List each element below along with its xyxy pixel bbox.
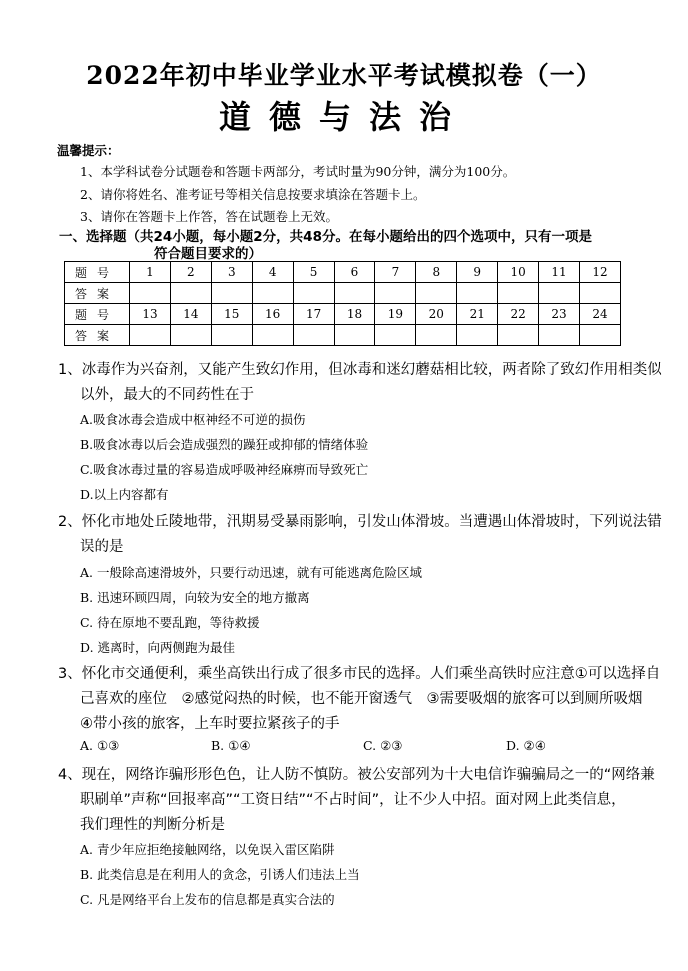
- answer-cell: [416, 283, 457, 304]
- answer-cell: [579, 325, 620, 346]
- question-stem: 职刷单”声称“回报率高”“工资日结”“不占时间”，让不少人中招。面对网上此类信息，: [80, 792, 626, 808]
- q-number: 5: [293, 262, 334, 283]
- q-number: 18: [334, 304, 375, 325]
- question-option: D. ②④: [506, 738, 546, 753]
- answer-cell: [170, 325, 211, 346]
- section-heading-cont: 符合题目要求的）: [154, 246, 262, 262]
- q-number: 23: [539, 304, 580, 325]
- ans-label: 答案: [65, 283, 130, 304]
- q-number: 8: [416, 262, 457, 283]
- q-number: 7: [375, 262, 416, 283]
- answer-cell: [457, 283, 498, 304]
- question-option: C. 凡是网络平台上发布的信息都是真实合法的: [80, 892, 335, 907]
- question-stem: 4、现在，网络诈骗形形色色，让人防不慎防。被公安部列为十大电信诈骗骗局之一的“网络兼: [58, 767, 655, 783]
- section-heading: 一、选择题（共24小题，每小题2分，共48分。在每小题给出的四个选项中，只有一项是: [59, 229, 592, 245]
- table-row: [65, 262, 621, 283]
- q-number: 16: [252, 304, 293, 325]
- q-number: 17: [293, 304, 334, 325]
- question-option: A.吸食冰毒会造成中枢神经不可逆的损伤: [80, 412, 306, 427]
- answer-cell: [334, 325, 375, 346]
- question-option: C. ②③: [363, 738, 403, 753]
- q-number: 21: [457, 304, 498, 325]
- question-stem: 己喜欢的座位 ②感觉闷热的时候，也不能开窗透气 ③需要吸烟的旅客可以到厕所吸烟: [80, 691, 643, 707]
- answer-cell: [293, 325, 334, 346]
- question-option: A. 一般除高速滑坡外，只要行动迅速，就有可能逃离危险区域: [80, 565, 422, 580]
- answer-cell: [498, 283, 539, 304]
- question-option: D. 逃离时，向两侧跑为最佳: [80, 640, 236, 655]
- answer-cell: [252, 325, 293, 346]
- num-label: 题号: [65, 262, 130, 283]
- ans-label: 答案: [65, 325, 130, 346]
- answer-cell: [293, 283, 334, 304]
- tips-heading: 温馨提示：: [57, 143, 120, 158]
- answer-cell: [579, 283, 620, 304]
- q-number: 1: [130, 262, 171, 283]
- question-option: A. ①③: [80, 738, 120, 753]
- answer-cell: [539, 283, 580, 304]
- answer-cell: [539, 325, 580, 346]
- tip-item: 2、请你将姓名、准考证号等相关信息按要求填涂在答题卡上。: [80, 187, 426, 202]
- exam-title: 2022年初中毕业学业水平考试模拟卷（一）: [86, 61, 602, 90]
- q-number: 14: [170, 304, 211, 325]
- answer-cell: [252, 283, 293, 304]
- answer-cell: [211, 283, 252, 304]
- q-number: 3: [211, 262, 252, 283]
- question-option: B. 此类信息是在利用人的贪念，引诱人们违法上当: [80, 867, 360, 882]
- question-stem: 1、冰毒作为兴奋剂，又能产生致幻作用，但冰毒和迷幻蘑菇相比较，两者除了致幻作用相类似: [58, 362, 662, 378]
- q-number: 15: [211, 304, 252, 325]
- answer-cell: [130, 325, 171, 346]
- q-number: 19: [375, 304, 416, 325]
- question-option: B. 迅速环顾四周，向较为安全的地方撤离: [80, 590, 310, 605]
- question-stem: 以外，最大的不同药性在于: [80, 387, 254, 403]
- q-number: 6: [334, 262, 375, 283]
- tip-item: 1、本学科试卷分试题卷和答题卡两部分，考试时量为90分钟，满分为100分。: [80, 164, 516, 179]
- question-option: B.吸食冰毒以后会造成强烈的躁狂或抑郁的情绪体验: [80, 437, 369, 452]
- question-stem: 2、怀化市地处丘陵地带，汛期易受暴雨影响，引发山体滑坡。当遭遇山体滑坡时，下列说法错: [58, 514, 662, 530]
- answer-cell: [170, 283, 211, 304]
- question-stem: 误的是: [80, 539, 124, 555]
- answer-cell: [416, 325, 457, 346]
- question-option: C. 待在原地不要乱跑，等待救援: [80, 615, 260, 630]
- answer-cell: [375, 325, 416, 346]
- question-option: C.吸食冰毒过量的容易造成呼吸神经麻痹而导致死亡: [80, 462, 369, 477]
- table-row: [65, 325, 621, 346]
- subject-title: 道德与法治: [218, 98, 469, 136]
- q-number: 13: [130, 304, 171, 325]
- table-row: [65, 304, 621, 325]
- q-number: 4: [252, 262, 293, 283]
- question-stem: ④带小孩的旅客，上车时要拉紧孩子的手: [80, 716, 340, 732]
- q-number: 2: [170, 262, 211, 283]
- q-number: 9: [457, 262, 498, 283]
- q-number: 12: [579, 262, 620, 283]
- question-stem: 3、怀化市交通便利，乘坐高铁出行成了很多市民的选择。人们乘坐高铁时应注意①可以选择自: [58, 666, 661, 682]
- answer-cell: [211, 325, 252, 346]
- answer-cell: [375, 283, 416, 304]
- table-row: [65, 283, 621, 304]
- answer-cell: [334, 283, 375, 304]
- q-number: 10: [498, 262, 539, 283]
- tip-item: 3、请你在答题卡上作答，答在试题卷上无效。: [80, 209, 338, 224]
- q-number: 22: [498, 304, 539, 325]
- q-number: 20: [416, 304, 457, 325]
- question-option: D.以上内容都有: [80, 487, 169, 502]
- num-label: 题号: [65, 304, 130, 325]
- answer-cell: [457, 325, 498, 346]
- answer-cell: [498, 325, 539, 346]
- q-number: 24: [579, 304, 620, 325]
- question-option: B. ①④: [211, 738, 251, 753]
- question-option: A. 青少年应拒绝接触网络，以免误入雷区陷阱: [80, 842, 335, 857]
- answer-table: [64, 261, 621, 346]
- question-stem: 我们理性的判断分析是: [80, 817, 225, 833]
- answer-cell: [130, 283, 171, 304]
- q-number: 11: [539, 262, 580, 283]
